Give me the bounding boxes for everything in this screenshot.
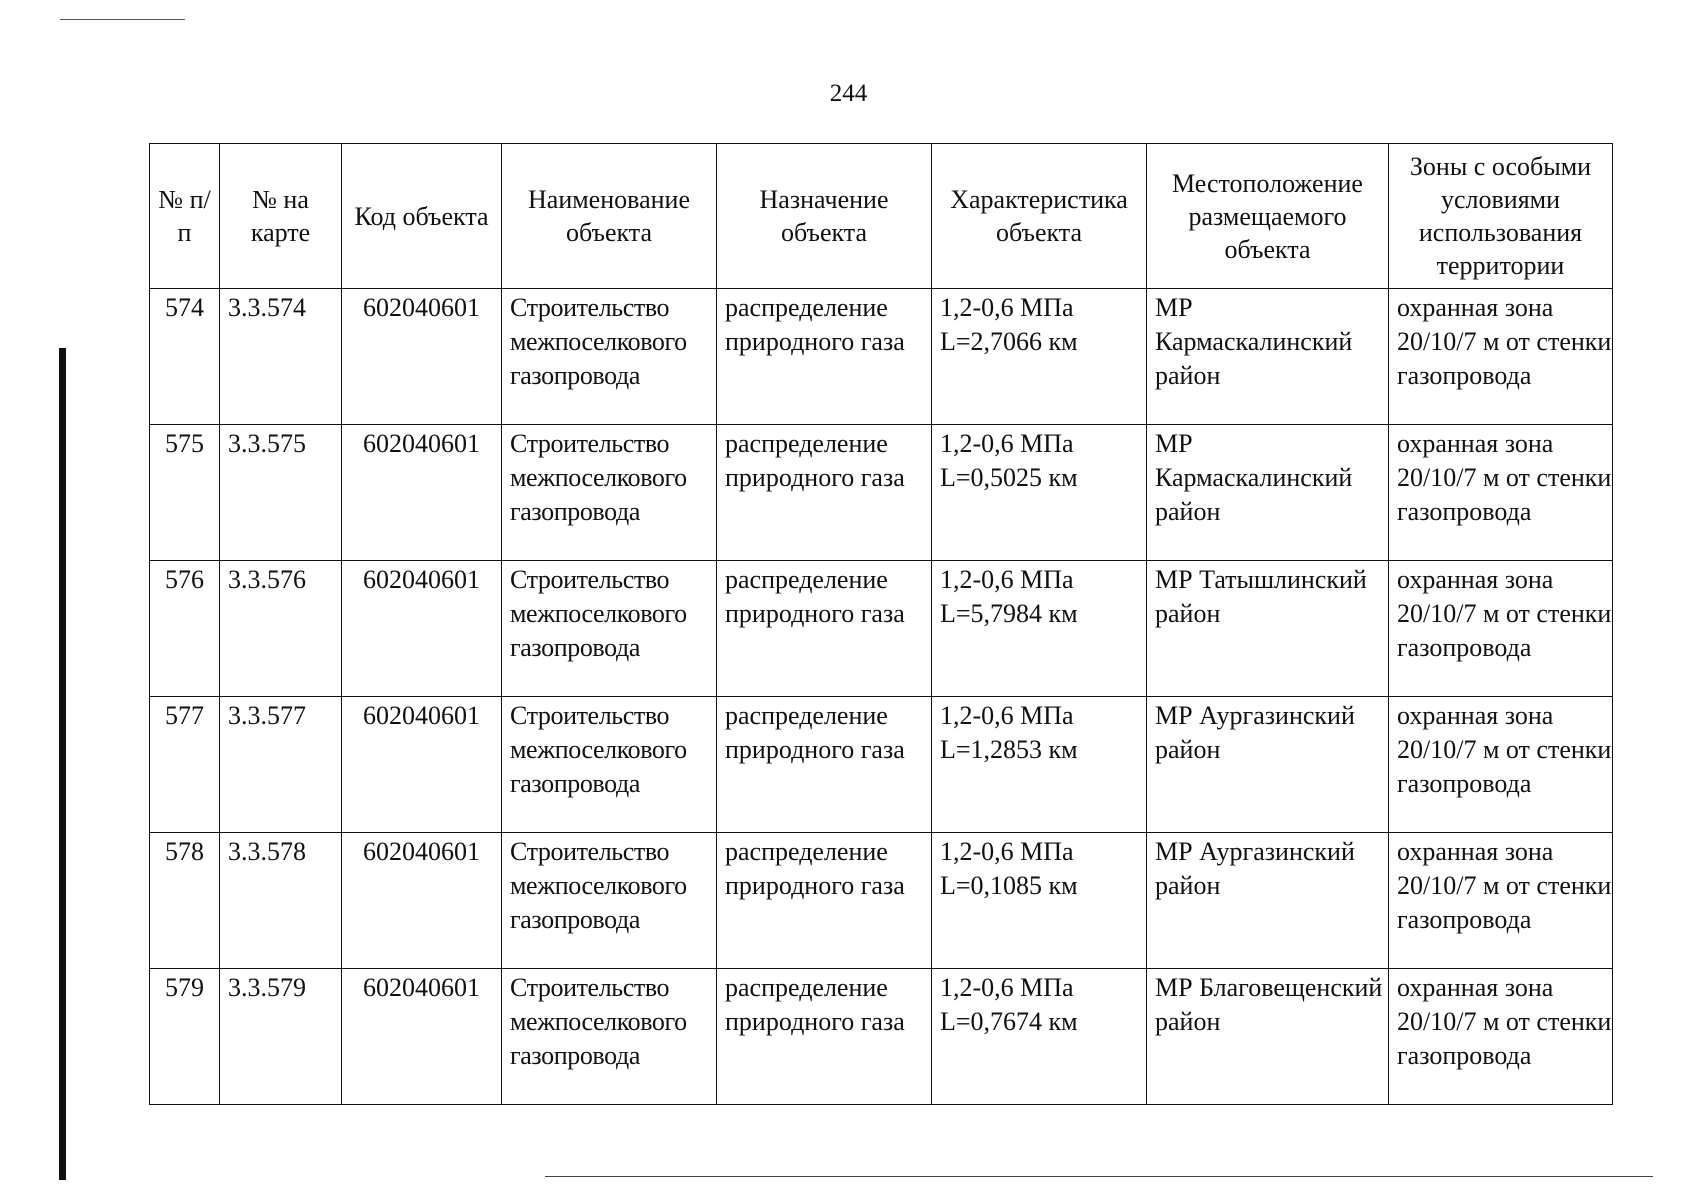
characteristic-length: L=1,2853 км — [940, 735, 1078, 764]
cell-object-characteristics — [932, 425, 1147, 561]
cell-object-code: 602040601 — [342, 697, 502, 833]
scan-artifact-top-line — [60, 19, 185, 20]
cell-object-code: 602040601 — [342, 969, 502, 1105]
cell-object-code: 602040601 — [342, 425, 502, 561]
header-map-number: № на карте — [220, 144, 342, 289]
cell-object-code: 602040601 — [342, 289, 502, 425]
cell-object-characteristics — [932, 697, 1147, 833]
scan-artifact-bottom-line — [545, 1176, 1653, 1177]
table-row — [150, 289, 1613, 425]
cell-object-name: Строительство межпоселкового газопровода — [502, 425, 717, 561]
cell-map-number: 3.3.575 — [220, 425, 342, 561]
characteristic-pressure: 1,2-0,6 МПа — [940, 837, 1074, 866]
table-row — [150, 833, 1613, 969]
cell-object-characteristics — [932, 561, 1147, 697]
cell-serial-number: 576 — [150, 561, 220, 697]
cell-map-number: 3.3.577 — [220, 697, 342, 833]
cell-serial-number: 575 — [150, 425, 220, 561]
header-object-purpose: Назначение объекта — [717, 144, 932, 289]
cell-map-number: 3.3.579 — [220, 969, 342, 1105]
header-row — [150, 144, 1613, 289]
cell-object-name: Строительство межпоселкового газопровода — [502, 289, 717, 425]
cell-special-zone: охранная зона 20/10/7 м от стенки газопровода — [1389, 833, 1613, 969]
table-row — [150, 969, 1613, 1105]
characteristic-pressure: 1,2-0,6 МПа — [940, 293, 1074, 322]
objects-table — [149, 143, 1613, 1105]
page-number: 244 — [829, 80, 868, 107]
table-row — [150, 561, 1613, 697]
characteristic-pressure: 1,2-0,6 МПа — [940, 565, 1074, 594]
cell-special-zone: охранная зона 20/10/7 м от стенки газопровода — [1389, 969, 1613, 1105]
cell-object-location: МР Кармаскалинский район — [1147, 289, 1389, 425]
header-serial-number: № п/п — [150, 144, 220, 289]
header-object-characteristics: Характеристика объекта — [932, 144, 1147, 289]
characteristic-length: L=5,7984 км — [940, 599, 1078, 628]
cell-object-name: Строительство межпоселкового газопровода — [502, 561, 717, 697]
cell-object-location: МР Аургазинский район — [1147, 697, 1389, 833]
table-row — [150, 697, 1613, 833]
cell-map-number: 3.3.578 — [220, 833, 342, 969]
table-row — [150, 425, 1613, 561]
cell-object-code: 602040601 — [342, 833, 502, 969]
cell-serial-number: 578 — [150, 833, 220, 969]
header-object-name: Наименование объекта — [502, 144, 717, 289]
cell-map-number: 3.3.574 — [220, 289, 342, 425]
characteristic-pressure: 1,2-0,6 МПа — [940, 429, 1074, 458]
cell-special-zone: охранная зона 20/10/7 м от стенки газопровода — [1389, 561, 1613, 697]
scan-artifact-left-bar — [59, 348, 66, 1180]
cell-object-purpose: распределение природного газа — [717, 697, 932, 833]
cell-object-location: МР Благовещенский район — [1147, 969, 1389, 1105]
cell-serial-number: 577 — [150, 697, 220, 833]
cell-object-purpose: распределение природного газа — [717, 833, 932, 969]
cell-special-zone: охранная зона 20/10/7 м от стенки газопровода — [1389, 425, 1613, 561]
cell-special-zone: охранная зона 20/10/7 м от стенки газопровода — [1389, 289, 1613, 425]
cell-object-purpose: распределение природного газа — [717, 289, 932, 425]
cell-object-purpose: распределение природного газа — [717, 561, 932, 697]
cell-serial-number: 574 — [150, 289, 220, 425]
header-object-code: Код объекта — [342, 144, 502, 289]
cell-object-code: 602040601 — [342, 561, 502, 697]
cell-object-name: Строительство межпоселкового газопровода — [502, 969, 717, 1105]
characteristic-length: L=2,7066 км — [940, 327, 1078, 356]
cell-object-name: Строительство межпоселкового газопровода — [502, 697, 717, 833]
table-body — [150, 289, 1613, 1105]
cell-map-number: 3.3.576 — [220, 561, 342, 697]
cell-object-characteristics — [932, 289, 1147, 425]
header-special-zones: Зоны с особыми условиями использования территории — [1389, 144, 1613, 289]
cell-object-location: МР Татышлинский район — [1147, 561, 1389, 697]
table-header — [150, 144, 1613, 289]
cell-object-name: Строительство межпоселкового газопровода — [502, 833, 717, 969]
cell-object-characteristics — [932, 969, 1147, 1105]
cell-object-location: МР Кармаскалинский район — [1147, 425, 1389, 561]
cell-special-zone: охранная зона 20/10/7 м от стенки газопровода — [1389, 697, 1613, 833]
characteristic-length: L=0,7674 км — [940, 1007, 1078, 1036]
characteristic-length: L=0,5025 км — [940, 463, 1078, 492]
cell-object-characteristics — [932, 833, 1147, 969]
cell-serial-number: 579 — [150, 969, 220, 1105]
characteristic-pressure: 1,2-0,6 МПа — [940, 973, 1074, 1002]
cell-object-purpose: распределение природного газа — [717, 969, 932, 1105]
characteristic-length: L=0,1085 км — [940, 871, 1078, 900]
cell-object-location: МР Аургазинский район — [1147, 833, 1389, 969]
header-object-location: Местоположение размещаемого объекта — [1147, 144, 1389, 289]
characteristic-pressure: 1,2-0,6 МПа — [940, 701, 1074, 730]
cell-object-purpose: распределение природного газа — [717, 425, 932, 561]
